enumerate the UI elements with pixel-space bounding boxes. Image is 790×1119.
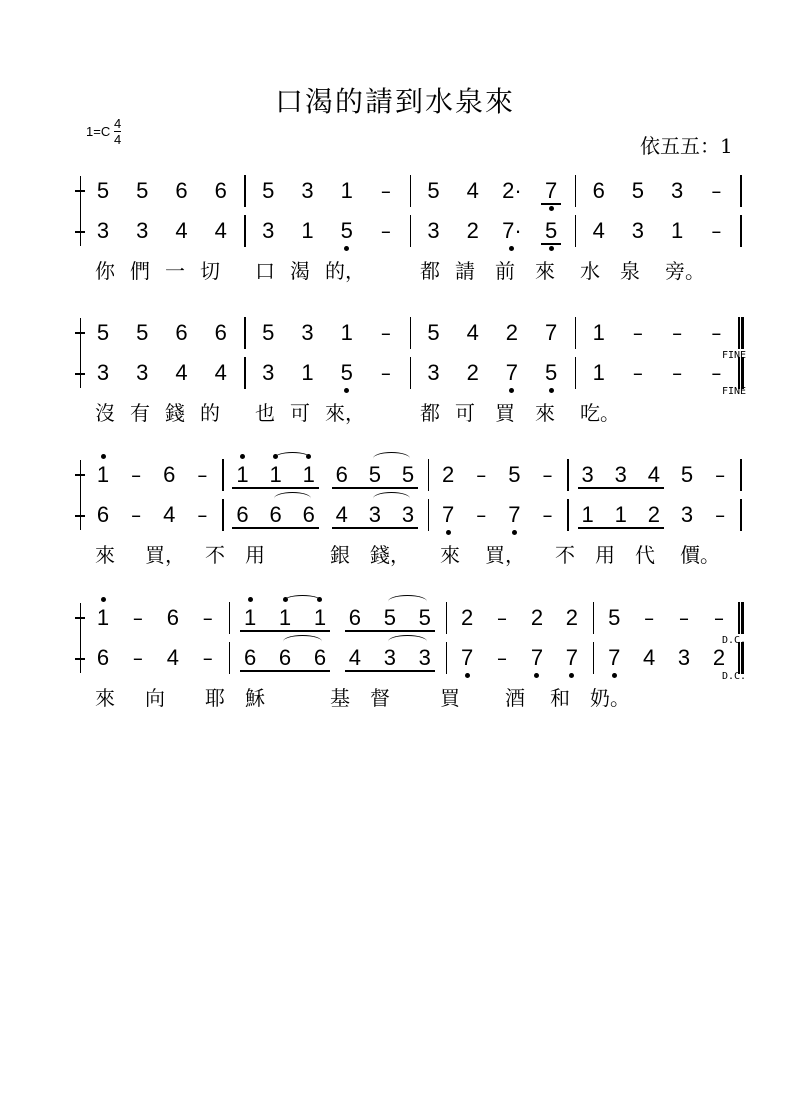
page-title: 口渴的請到水泉來 xyxy=(274,85,515,118)
note: 5 xyxy=(680,462,694,487)
barline xyxy=(222,459,224,491)
double-barline xyxy=(741,317,744,349)
beam-underline xyxy=(345,630,435,632)
barline xyxy=(410,175,412,207)
lyric-char: 用 xyxy=(595,543,615,567)
lyric-char: 旁。 xyxy=(665,259,705,283)
end-mark: D.C. xyxy=(722,671,747,682)
dash: – xyxy=(713,606,724,630)
note: 7 xyxy=(608,645,621,670)
lyric-char: 酒 xyxy=(505,686,525,710)
note: 4 xyxy=(335,502,348,527)
octave-dot xyxy=(509,388,514,393)
barline xyxy=(410,357,412,389)
note: 5 xyxy=(508,462,521,487)
lyric-char: 錢 xyxy=(165,401,185,425)
barline xyxy=(740,215,742,247)
dash: – xyxy=(380,361,391,385)
dash: – xyxy=(497,606,507,630)
note: 5 xyxy=(427,178,440,203)
note: 6 xyxy=(96,645,110,670)
score-line xyxy=(0,0,790,140)
note: 5 xyxy=(401,462,415,487)
beam-underline xyxy=(345,670,435,672)
note: 6 xyxy=(335,462,348,487)
lyric-char: 奶。 xyxy=(590,686,630,710)
note: 7 xyxy=(545,320,558,345)
brace-tick xyxy=(75,190,85,192)
double-barline xyxy=(741,357,744,389)
barline xyxy=(244,215,246,247)
octave-dot xyxy=(101,454,106,459)
barline xyxy=(740,499,742,531)
dash: – xyxy=(380,179,391,203)
lyric-char: 來 xyxy=(440,543,460,567)
barline xyxy=(593,642,595,674)
note: 6 xyxy=(163,462,176,487)
barline xyxy=(244,317,246,349)
lyric-char: 吃。 xyxy=(580,401,620,425)
note: 3 xyxy=(262,360,275,385)
note: 6 xyxy=(313,645,327,670)
brace-tick xyxy=(75,373,85,375)
double-barline xyxy=(738,317,740,349)
brace-tick xyxy=(75,231,85,233)
time-signature-numerator: 4 xyxy=(114,116,122,131)
note: 5 xyxy=(136,320,149,345)
note: 1 xyxy=(243,605,257,630)
note: 7· xyxy=(502,218,522,243)
note: 3 xyxy=(96,360,110,385)
lyric-char: 渴 xyxy=(290,259,310,283)
note: 2 xyxy=(530,605,544,630)
note: 3 xyxy=(581,462,594,487)
tie-slur xyxy=(373,492,410,505)
lyric-char: 買， xyxy=(145,543,185,567)
dash: – xyxy=(711,219,722,243)
lyric-char: 來 xyxy=(95,543,115,567)
octave-dot xyxy=(549,246,554,251)
double-barline xyxy=(738,357,740,389)
lyric-char: 前 xyxy=(495,259,515,283)
barline xyxy=(567,499,569,531)
lyric-char: 錢， xyxy=(370,543,410,567)
note: 7 xyxy=(545,178,558,203)
note: 5 xyxy=(96,178,110,203)
end-mark: D.C. xyxy=(722,635,747,646)
system-brace xyxy=(80,318,81,388)
note: 7 xyxy=(460,645,474,670)
note: 5 xyxy=(383,605,396,630)
note: 5 xyxy=(631,178,645,203)
note: 1 xyxy=(340,320,353,345)
system-brace xyxy=(80,460,81,530)
barline xyxy=(222,499,224,531)
note: 3 xyxy=(136,360,149,385)
barline xyxy=(446,642,448,674)
barline xyxy=(410,317,412,349)
barline xyxy=(244,175,246,207)
note: 3 xyxy=(401,502,415,527)
lyric-char: 可 xyxy=(455,401,475,425)
note: 5 xyxy=(262,320,275,345)
note: 2 xyxy=(712,645,726,670)
dash: – xyxy=(715,503,726,527)
barline xyxy=(575,175,577,207)
note: 7 xyxy=(530,645,544,670)
note: 5 xyxy=(96,320,110,345)
note: 6 xyxy=(96,502,110,527)
beam-underline xyxy=(232,487,318,489)
double-barline xyxy=(738,602,740,634)
dash: – xyxy=(542,503,553,527)
note: 6 xyxy=(236,502,249,527)
note: 3 xyxy=(671,178,684,203)
lyric-char: 也 xyxy=(255,401,275,425)
dash: – xyxy=(715,463,726,487)
lyric-char: 泉 xyxy=(620,259,640,283)
brace-tick xyxy=(75,658,85,660)
note: 7 xyxy=(508,502,521,527)
note: 3 xyxy=(383,645,396,670)
dash: – xyxy=(711,361,722,385)
double-barline xyxy=(738,642,740,674)
note: 5 xyxy=(545,360,558,385)
dash: – xyxy=(131,463,142,487)
beam-underline xyxy=(332,487,418,489)
lyric-char: 基 xyxy=(330,686,350,710)
beam-underline xyxy=(578,487,664,489)
note: 1 xyxy=(581,502,594,527)
dash: – xyxy=(679,606,690,630)
system-brace xyxy=(80,603,81,673)
dash: – xyxy=(497,646,507,670)
dash: – xyxy=(476,503,487,527)
barline xyxy=(446,602,448,634)
note: 7 xyxy=(505,360,519,385)
dash: – xyxy=(632,361,643,385)
note: 6 xyxy=(175,320,188,345)
note: 3 xyxy=(368,502,382,527)
note: 3 xyxy=(427,218,440,243)
note: 1 xyxy=(302,462,315,487)
note: 4 xyxy=(643,645,656,670)
lyric-char: 有 xyxy=(130,401,150,425)
barline xyxy=(575,357,577,389)
note: 3 xyxy=(680,502,694,527)
lyric-char: 的 xyxy=(200,401,220,425)
lyric-char: 水 xyxy=(580,259,600,283)
note: 5 xyxy=(427,320,440,345)
barline xyxy=(229,602,231,634)
tie-slur xyxy=(274,452,311,465)
barline xyxy=(567,459,569,491)
octave-dot xyxy=(509,246,514,251)
note: 6 xyxy=(302,502,315,527)
dash: – xyxy=(197,463,208,487)
tie-slur xyxy=(274,492,311,505)
note: 4 xyxy=(647,462,660,487)
lyric-char: 買 xyxy=(440,686,460,710)
note: 3 xyxy=(301,320,314,345)
note: 2 xyxy=(466,218,479,243)
note: 2· xyxy=(502,178,522,203)
lyric-char: 來 xyxy=(535,259,555,283)
octave-dot xyxy=(101,597,106,602)
lyric-char: 來 xyxy=(535,401,555,425)
lyric-char: 的， xyxy=(325,259,365,283)
beam-underline xyxy=(541,243,561,245)
octave-dot xyxy=(465,673,470,678)
note: 3 xyxy=(262,218,275,243)
barline xyxy=(575,317,577,349)
note: 5 xyxy=(368,462,382,487)
lyric-char: 來， xyxy=(325,401,365,425)
note: 5 xyxy=(340,218,353,243)
note: 1 xyxy=(96,462,110,487)
end-mark: FINE xyxy=(722,350,747,361)
dash: – xyxy=(711,179,722,203)
octave-dot xyxy=(512,530,517,535)
note: 3 xyxy=(136,218,149,243)
note: 4 xyxy=(466,178,479,203)
note: 4 xyxy=(214,360,227,385)
dash: – xyxy=(202,646,213,670)
note: 5 xyxy=(608,605,621,630)
note: 7 xyxy=(442,502,455,527)
note: 4 xyxy=(163,502,176,527)
note: 4 xyxy=(466,320,479,345)
note: 4 xyxy=(166,645,179,670)
octave-dot xyxy=(534,673,539,678)
lyric-char: 口 xyxy=(255,259,275,283)
note: 5 xyxy=(545,218,558,243)
note: 5 xyxy=(340,360,353,385)
note: 6 xyxy=(278,645,292,670)
note: 1 xyxy=(278,605,292,630)
barline xyxy=(428,459,430,491)
barline xyxy=(740,459,742,491)
note: 1 xyxy=(614,502,627,527)
dash: – xyxy=(132,646,143,670)
note: 2 xyxy=(442,462,455,487)
note: 2 xyxy=(466,360,479,385)
octave-dot xyxy=(446,530,451,535)
tie-slur xyxy=(283,635,322,648)
octave-dot xyxy=(569,673,574,678)
note: 3 xyxy=(631,218,645,243)
barline xyxy=(244,357,246,389)
note: 3 xyxy=(427,360,440,385)
lyric-char: 你 xyxy=(95,259,115,283)
lyric-char: 銀 xyxy=(330,543,350,567)
dash: – xyxy=(132,606,143,630)
dash: – xyxy=(476,463,487,487)
lyric-char: 都 xyxy=(420,259,440,283)
note: 4 xyxy=(592,218,605,243)
lyric-char: 代 xyxy=(635,543,655,567)
note: 6 xyxy=(166,605,179,630)
note: 6 xyxy=(269,502,282,527)
note: 4 xyxy=(175,218,188,243)
note: 6 xyxy=(592,178,605,203)
octave-dot xyxy=(549,388,554,393)
dash: – xyxy=(202,606,213,630)
lyric-char: 耶 xyxy=(205,686,225,710)
dash: – xyxy=(711,321,722,345)
tie-slur xyxy=(388,635,427,648)
note: 5 xyxy=(262,178,275,203)
beam-underline xyxy=(332,527,418,529)
lyric-char: 們 xyxy=(130,259,150,283)
note: 1 xyxy=(313,605,327,630)
tie-slur xyxy=(388,595,427,608)
dash: – xyxy=(672,321,683,345)
barline xyxy=(575,215,577,247)
note: 1 xyxy=(301,360,314,385)
brace-tick xyxy=(75,515,85,517)
note: 1 xyxy=(301,218,314,243)
note: 7 xyxy=(565,645,578,670)
note: 1 xyxy=(340,178,353,203)
brace-tick xyxy=(75,617,85,619)
beam-underline xyxy=(232,527,318,529)
note: 6 xyxy=(175,178,188,203)
tie-slur xyxy=(283,595,322,608)
note: 2 xyxy=(647,502,660,527)
lyric-char: 買， xyxy=(485,543,525,567)
dash: – xyxy=(380,321,391,345)
note: 2 xyxy=(565,605,578,630)
octave-dot xyxy=(344,388,349,393)
note: 1 xyxy=(592,360,605,385)
brace-tick xyxy=(75,332,85,334)
barline xyxy=(740,175,742,207)
note: 1 xyxy=(671,218,684,243)
dash: – xyxy=(632,321,643,345)
dash: – xyxy=(131,503,142,527)
note: 1 xyxy=(236,462,249,487)
beam-underline xyxy=(240,630,330,632)
lyric-char: 可 xyxy=(290,401,310,425)
dash: – xyxy=(542,463,553,487)
note: 3 xyxy=(614,462,627,487)
double-barline xyxy=(741,602,744,634)
note: 6 xyxy=(214,178,227,203)
tie-slur xyxy=(373,452,410,465)
system-brace xyxy=(80,176,81,246)
note: 1 xyxy=(96,605,110,630)
note: 5 xyxy=(136,178,149,203)
lyric-char: 請 xyxy=(455,259,475,283)
dash: – xyxy=(644,606,655,630)
octave-dot xyxy=(344,246,349,251)
octave-dot xyxy=(240,454,245,459)
barline xyxy=(593,602,595,634)
dash: – xyxy=(380,219,391,243)
barline xyxy=(428,499,430,531)
dash: – xyxy=(197,503,208,527)
barline xyxy=(229,642,231,674)
note: 3 xyxy=(418,645,431,670)
note: 4 xyxy=(214,218,227,243)
lyric-char: 買 xyxy=(495,401,515,425)
lyric-char: 來 xyxy=(95,686,115,710)
octave-dot xyxy=(549,206,554,211)
note: 4 xyxy=(175,360,188,385)
note: 6 xyxy=(348,605,362,630)
lyric-char: 向 xyxy=(145,686,165,710)
hymn-reference: 依五五：1 xyxy=(640,134,733,158)
beam-underline xyxy=(541,203,561,205)
lyric-char: 穌 xyxy=(245,686,265,710)
note: 3 xyxy=(96,218,110,243)
note: 3 xyxy=(677,645,691,670)
lyric-char: 和 xyxy=(550,686,570,710)
key-signature: 1=C xyxy=(86,124,111,139)
note: 5 xyxy=(418,605,431,630)
note: 2 xyxy=(505,320,519,345)
lyric-char: 都 xyxy=(420,401,440,425)
time-signature-denominator: 4 xyxy=(114,132,122,147)
double-barline xyxy=(741,642,744,674)
beam-underline xyxy=(240,670,330,672)
octave-dot xyxy=(248,597,253,602)
octave-dot xyxy=(612,673,617,678)
note: 4 xyxy=(348,645,362,670)
note: 1 xyxy=(592,320,605,345)
dash: – xyxy=(672,361,683,385)
lyric-char: 用 xyxy=(245,543,265,567)
beam-underline xyxy=(578,527,664,529)
note: 6 xyxy=(243,645,257,670)
lyric-char: 督 xyxy=(370,686,390,710)
lyric-char: 切 xyxy=(200,259,220,283)
lyric-char: 不 xyxy=(205,543,225,567)
note: 3 xyxy=(301,178,314,203)
brace-tick xyxy=(75,474,85,476)
lyric-char: 一 xyxy=(165,259,185,283)
lyric-char: 不 xyxy=(555,543,575,567)
lyric-char: 沒 xyxy=(95,401,115,425)
end-mark: FINE xyxy=(722,386,747,397)
note: 6 xyxy=(214,320,227,345)
lyric-char: 價。 xyxy=(680,543,720,567)
barline xyxy=(410,215,412,247)
note: 2 xyxy=(460,605,474,630)
note: 1 xyxy=(269,462,282,487)
